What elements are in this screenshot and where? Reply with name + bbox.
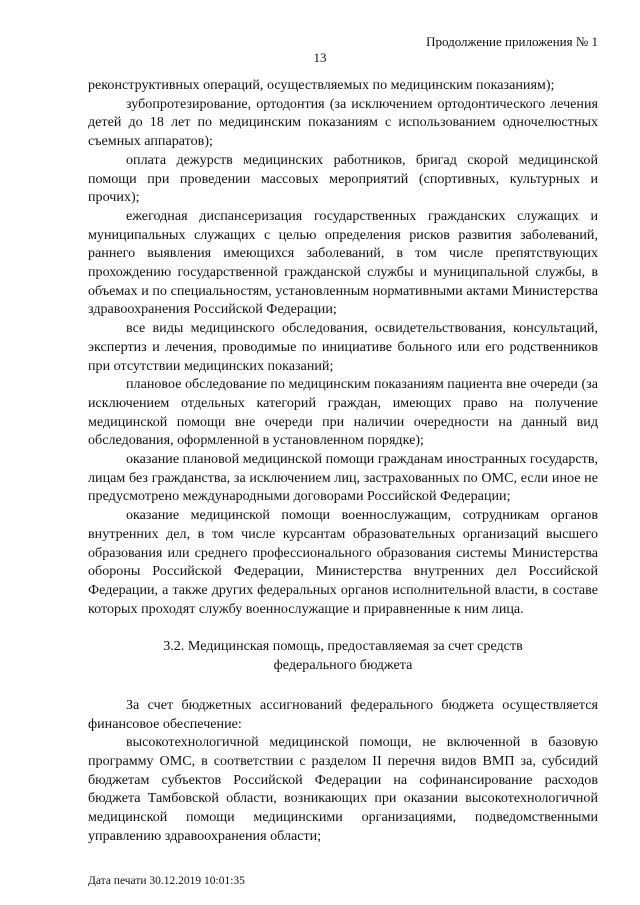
paragraph: оказание плановой медицинской помощи гражданам иностранных государств, лицам без гражданства, за исключением лиц, застрахованных по ОМС, если иное не предусмотрено международными договорами Российской Федерации; bbox=[88, 451, 598, 505]
paragraph: плановое обследование по медицинским показаниям пациента вне очереди (за исключением отдельных категорий граждан, имеющих право на получение медицинской помощи вне очереди при наличии очередности на данный вид обследования, оформленной в установленном порядке); bbox=[88, 376, 598, 449]
paragraph: зубопротезирование, ортодонтия (за исключением ортодонтического лечения детей до 18 лет по медицинским показаниям с использованием одночелюстных съемных аппаратов); bbox=[88, 95, 598, 150]
appendix-continuation-note: Продолжение приложения № 1 bbox=[426, 34, 598, 49]
paragraph: высокотехнологичной медицинской помощи, не включенной в базовую программу ОМС, в соответствии с разделом II перечня видов ВМП за, субсидий бюджетам субъектов Российской Федерации на софинансирование расходов бюджета Тамбовской области, возникающих при оказании высокотехнологичной медицинской помощи медицинскими организациями, подведомственными управлению здравоохранения области; bbox=[88, 734, 598, 844]
section-title-line: федерального бюджета bbox=[273, 657, 413, 674]
paragraph: оказание медицинской помощи военнослужащим, сотрудникам органов внутренних дел, в том числе курсантам образовательных организаций высшего образования или среднего профессионального образования системы Министерства обороны Российской Федерации, Министерства внутренних дел Российской Федерации, а также других федеральных органов исполнительной власти, в составе которых проходят службу военнослужащие и приравненные к ним лица. bbox=[88, 507, 598, 617]
page-number: 13 bbox=[313, 50, 327, 65]
paragraph: оплата дежурств медицинских работников, бригад скорой медицинской помощи при проведении массовых мероприятий (спортивных, культурных и прочих); bbox=[88, 151, 598, 206]
paragraph: За счет бюджетных ассигнований федерального бюджета осуществляется финансовое обеспечение: bbox=[88, 696, 598, 732]
paragraph: реконструктивных операций, осуществляемых по медицинским показаниям); bbox=[88, 77, 555, 93]
document-body bbox=[88, 76, 598, 845]
paragraph: ежегодная диспансеризация государственных гражданских служащих и муниципальных служащих с целью определения рисков развития заболеваний, раннего выявления имеющихся заболеваний, в том числе препятствующих прохождению государственной гражданской службы и муниципальной службы, в объемах и по специальностям, установленным нормативными актами Министерства здравоохранения Российской Федерации; bbox=[88, 207, 598, 318]
section-title-line: 3.2. Медицинская помощь, предоставляемая за счет средств bbox=[163, 638, 523, 655]
section-title bbox=[88, 637, 598, 674]
paragraph: все виды медицинского обследования, освидетельствования, консультаций, экспертиз и лечения, проводимые по инициативе больного или его родственников при отсутствии медицинских показаний; bbox=[88, 320, 598, 374]
print-date: Дата печати 30.12.2019 10:01:35 bbox=[88, 875, 245, 887]
